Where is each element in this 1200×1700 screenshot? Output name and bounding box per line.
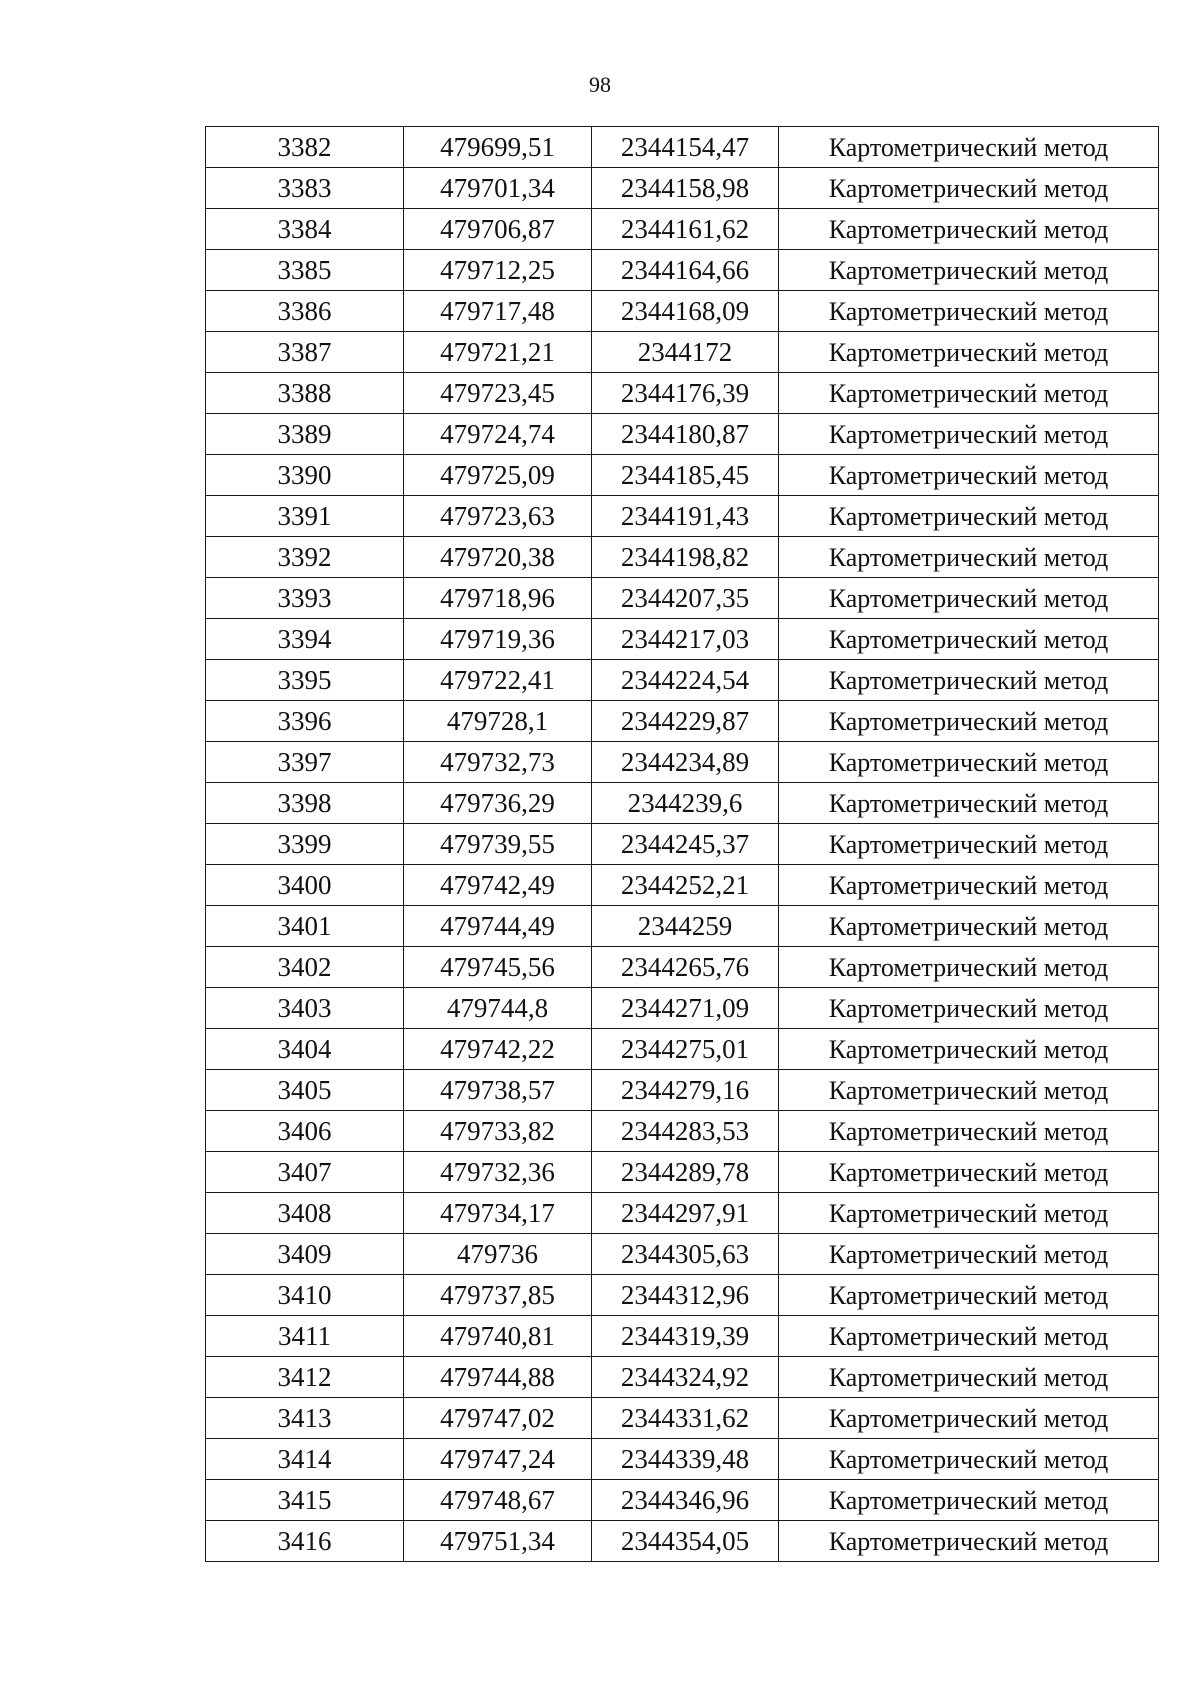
x-coordinate-cell: 479747,24 xyxy=(404,1439,592,1480)
x-coordinate-cell: 479738,57 xyxy=(404,1070,592,1111)
method-cell: Картометрический метод xyxy=(779,1152,1159,1193)
point-number-cell: 3406 xyxy=(206,1111,404,1152)
x-coordinate-cell: 479732,73 xyxy=(404,742,592,783)
y-coordinate-cell: 2344198,82 xyxy=(592,537,779,578)
coordinates-table-body xyxy=(206,127,1159,1562)
method-cell: Картометрический метод xyxy=(779,1316,1159,1357)
method-cell: Картометрический метод xyxy=(779,783,1159,824)
table-row xyxy=(206,291,1159,332)
point-number-cell: 3407 xyxy=(206,1152,404,1193)
x-coordinate-cell: 479725,09 xyxy=(404,455,592,496)
y-coordinate-cell: 2344275,01 xyxy=(592,1029,779,1070)
table-row xyxy=(206,1029,1159,1070)
point-number-cell: 3398 xyxy=(206,783,404,824)
method-cell: Картометрический метод xyxy=(779,455,1159,496)
point-number-cell: 3401 xyxy=(206,906,404,947)
table-row xyxy=(206,1152,1159,1193)
x-coordinate-cell: 479719,36 xyxy=(404,619,592,660)
y-coordinate-cell: 2344354,05 xyxy=(592,1521,779,1562)
x-coordinate-cell: 479745,56 xyxy=(404,947,592,988)
y-coordinate-cell: 2344180,87 xyxy=(592,414,779,455)
table-row xyxy=(206,414,1159,455)
point-number-cell: 3388 xyxy=(206,373,404,414)
table-row xyxy=(206,168,1159,209)
x-coordinate-cell: 479699,51 xyxy=(404,127,592,168)
method-cell: Картометрический метод xyxy=(779,742,1159,783)
method-cell: Картометрический метод xyxy=(779,578,1159,619)
method-cell: Картометрический метод xyxy=(779,1521,1159,1562)
x-coordinate-cell: 479722,41 xyxy=(404,660,592,701)
y-coordinate-cell: 2344324,92 xyxy=(592,1357,779,1398)
y-coordinate-cell: 2344339,48 xyxy=(592,1439,779,1480)
y-coordinate-cell: 2344158,98 xyxy=(592,168,779,209)
x-coordinate-cell: 479733,82 xyxy=(404,1111,592,1152)
y-coordinate-cell: 2344289,78 xyxy=(592,1152,779,1193)
point-number-cell: 3399 xyxy=(206,824,404,865)
point-number-cell: 3402 xyxy=(206,947,404,988)
point-number-cell: 3403 xyxy=(206,988,404,1029)
x-coordinate-cell: 479734,17 xyxy=(404,1193,592,1234)
method-cell: Картометрический метод xyxy=(779,496,1159,537)
method-cell: Картометрический метод xyxy=(779,947,1159,988)
point-number-cell: 3386 xyxy=(206,291,404,332)
table-row xyxy=(206,332,1159,373)
point-number-cell: 3404 xyxy=(206,1029,404,1070)
y-coordinate-cell: 2344297,91 xyxy=(592,1193,779,1234)
x-coordinate-cell: 479736,29 xyxy=(404,783,592,824)
table-row xyxy=(206,906,1159,947)
method-cell: Картометрический метод xyxy=(779,1193,1159,1234)
point-number-cell: 3396 xyxy=(206,701,404,742)
y-coordinate-cell: 2344271,09 xyxy=(592,988,779,1029)
point-number-cell: 3400 xyxy=(206,865,404,906)
y-coordinate-cell: 2344229,87 xyxy=(592,701,779,742)
table-row xyxy=(206,1398,1159,1439)
method-cell: Картометрический метод xyxy=(779,373,1159,414)
table-row xyxy=(206,537,1159,578)
table-row xyxy=(206,619,1159,660)
table-row xyxy=(206,1111,1159,1152)
method-cell: Картометрический метод xyxy=(779,1398,1159,1439)
method-cell: Картометрический метод xyxy=(779,291,1159,332)
point-number-cell: 3405 xyxy=(206,1070,404,1111)
method-cell: Картометрический метод xyxy=(779,332,1159,373)
method-cell: Картометрический метод xyxy=(779,619,1159,660)
x-coordinate-cell: 479732,36 xyxy=(404,1152,592,1193)
method-cell: Картометрический метод xyxy=(779,1439,1159,1480)
x-coordinate-cell: 479744,8 xyxy=(404,988,592,1029)
point-number-cell: 3410 xyxy=(206,1275,404,1316)
method-cell: Картометрический метод xyxy=(779,1480,1159,1521)
table-row xyxy=(206,373,1159,414)
y-coordinate-cell: 2344312,96 xyxy=(592,1275,779,1316)
method-cell: Картометрический метод xyxy=(779,660,1159,701)
x-coordinate-cell: 479701,34 xyxy=(404,168,592,209)
table-row xyxy=(206,824,1159,865)
y-coordinate-cell: 2344168,09 xyxy=(592,291,779,332)
x-coordinate-cell: 479739,55 xyxy=(404,824,592,865)
point-number-cell: 3393 xyxy=(206,578,404,619)
table-row xyxy=(206,988,1159,1029)
point-number-cell: 3412 xyxy=(206,1357,404,1398)
method-cell: Картометрический метод xyxy=(779,1234,1159,1275)
table-row xyxy=(206,660,1159,701)
method-cell: Картометрический метод xyxy=(779,1357,1159,1398)
point-number-cell: 3383 xyxy=(206,168,404,209)
method-cell: Картометрический метод xyxy=(779,906,1159,947)
x-coordinate-cell: 479740,81 xyxy=(404,1316,592,1357)
point-number-cell: 3395 xyxy=(206,660,404,701)
table-row xyxy=(206,1070,1159,1111)
point-number-cell: 3414 xyxy=(206,1439,404,1480)
x-coordinate-cell: 479706,87 xyxy=(404,209,592,250)
x-coordinate-cell: 479737,85 xyxy=(404,1275,592,1316)
method-cell: Картометрический метод xyxy=(779,414,1159,455)
method-cell: Картометрический метод xyxy=(779,537,1159,578)
y-coordinate-cell: 2344164,66 xyxy=(592,250,779,291)
x-coordinate-cell: 479744,88 xyxy=(404,1357,592,1398)
table-row xyxy=(206,742,1159,783)
x-coordinate-cell: 479723,45 xyxy=(404,373,592,414)
y-coordinate-cell: 2344319,39 xyxy=(592,1316,779,1357)
table-row xyxy=(206,1357,1159,1398)
table-row xyxy=(206,1316,1159,1357)
point-number-cell: 3387 xyxy=(206,332,404,373)
table-row xyxy=(206,578,1159,619)
method-cell: Картометрический метод xyxy=(779,209,1159,250)
table-row xyxy=(206,1234,1159,1275)
x-coordinate-cell: 479718,96 xyxy=(404,578,592,619)
table-row xyxy=(206,250,1159,291)
x-coordinate-cell: 479720,38 xyxy=(404,537,592,578)
point-number-cell: 3413 xyxy=(206,1398,404,1439)
y-coordinate-cell: 2344234,89 xyxy=(592,742,779,783)
x-coordinate-cell: 479712,25 xyxy=(404,250,592,291)
y-coordinate-cell: 2344191,43 xyxy=(592,496,779,537)
table-row xyxy=(206,127,1159,168)
method-cell: Картометрический метод xyxy=(779,701,1159,742)
point-number-cell: 3397 xyxy=(206,742,404,783)
point-number-cell: 3385 xyxy=(206,250,404,291)
x-coordinate-cell: 479717,48 xyxy=(404,291,592,332)
method-cell: Картометрический метод xyxy=(779,988,1159,1029)
page-number: 98 xyxy=(589,72,611,97)
point-number-cell: 3415 xyxy=(206,1480,404,1521)
y-coordinate-cell: 2344265,76 xyxy=(592,947,779,988)
method-cell: Картометрический метод xyxy=(779,1029,1159,1070)
table-row xyxy=(206,1439,1159,1480)
y-coordinate-cell: 2344185,45 xyxy=(592,455,779,496)
point-number-cell: 3389 xyxy=(206,414,404,455)
table-row xyxy=(206,209,1159,250)
table-row xyxy=(206,947,1159,988)
x-coordinate-cell: 479742,22 xyxy=(404,1029,592,1070)
y-coordinate-cell: 2344245,37 xyxy=(592,824,779,865)
point-number-cell: 3382 xyxy=(206,127,404,168)
point-number-cell: 3390 xyxy=(206,455,404,496)
x-coordinate-cell: 479728,1 xyxy=(404,701,592,742)
x-coordinate-cell: 479723,63 xyxy=(404,496,592,537)
x-coordinate-cell: 479742,49 xyxy=(404,865,592,906)
method-cell: Картометрический метод xyxy=(779,824,1159,865)
table-row xyxy=(206,1193,1159,1234)
y-coordinate-cell: 2344279,16 xyxy=(592,1070,779,1111)
method-cell: Картометрический метод xyxy=(779,1070,1159,1111)
method-cell: Картометрический метод xyxy=(779,865,1159,906)
table-row xyxy=(206,701,1159,742)
coordinates-table xyxy=(205,126,1159,1562)
table-row xyxy=(206,455,1159,496)
point-number-cell: 3392 xyxy=(206,537,404,578)
x-coordinate-cell: 479744,49 xyxy=(404,906,592,947)
x-coordinate-cell: 479747,02 xyxy=(404,1398,592,1439)
point-number-cell: 3409 xyxy=(206,1234,404,1275)
point-number-cell: 3416 xyxy=(206,1521,404,1562)
table-row xyxy=(206,865,1159,906)
y-coordinate-cell: 2344207,35 xyxy=(592,578,779,619)
point-number-cell: 3391 xyxy=(206,496,404,537)
x-coordinate-cell: 479724,74 xyxy=(404,414,592,455)
method-cell: Картометрический метод xyxy=(779,1275,1159,1316)
table-row xyxy=(206,496,1159,537)
table-row xyxy=(206,1480,1159,1521)
point-number-cell: 3411 xyxy=(206,1316,404,1357)
point-number-cell: 3408 xyxy=(206,1193,404,1234)
y-coordinate-cell: 2344239,6 xyxy=(592,783,779,824)
x-coordinate-cell: 479721,21 xyxy=(404,332,592,373)
table-row xyxy=(206,783,1159,824)
point-number-cell: 3384 xyxy=(206,209,404,250)
point-number-cell: 3394 xyxy=(206,619,404,660)
method-cell: Картометрический метод xyxy=(779,250,1159,291)
y-coordinate-cell: 2344283,53 xyxy=(592,1111,779,1152)
method-cell: Картометрический метод xyxy=(779,127,1159,168)
y-coordinate-cell: 2344305,63 xyxy=(592,1234,779,1275)
table-row xyxy=(206,1521,1159,1562)
method-cell: Картометрический метод xyxy=(779,168,1159,209)
y-coordinate-cell: 2344259 xyxy=(592,906,779,947)
y-coordinate-cell: 2344224,54 xyxy=(592,660,779,701)
x-coordinate-cell: 479748,67 xyxy=(404,1480,592,1521)
x-coordinate-cell: 479751,34 xyxy=(404,1521,592,1562)
y-coordinate-cell: 2344172 xyxy=(592,332,779,373)
y-coordinate-cell: 2344252,21 xyxy=(592,865,779,906)
method-cell: Картометрический метод xyxy=(779,1111,1159,1152)
y-coordinate-cell: 2344331,62 xyxy=(592,1398,779,1439)
y-coordinate-cell: 2344154,47 xyxy=(592,127,779,168)
y-coordinate-cell: 2344346,96 xyxy=(592,1480,779,1521)
x-coordinate-cell: 479736 xyxy=(404,1234,592,1275)
y-coordinate-cell: 2344217,03 xyxy=(592,619,779,660)
y-coordinate-cell: 2344161,62 xyxy=(592,209,779,250)
table-row xyxy=(206,1275,1159,1316)
y-coordinate-cell: 2344176,39 xyxy=(592,373,779,414)
